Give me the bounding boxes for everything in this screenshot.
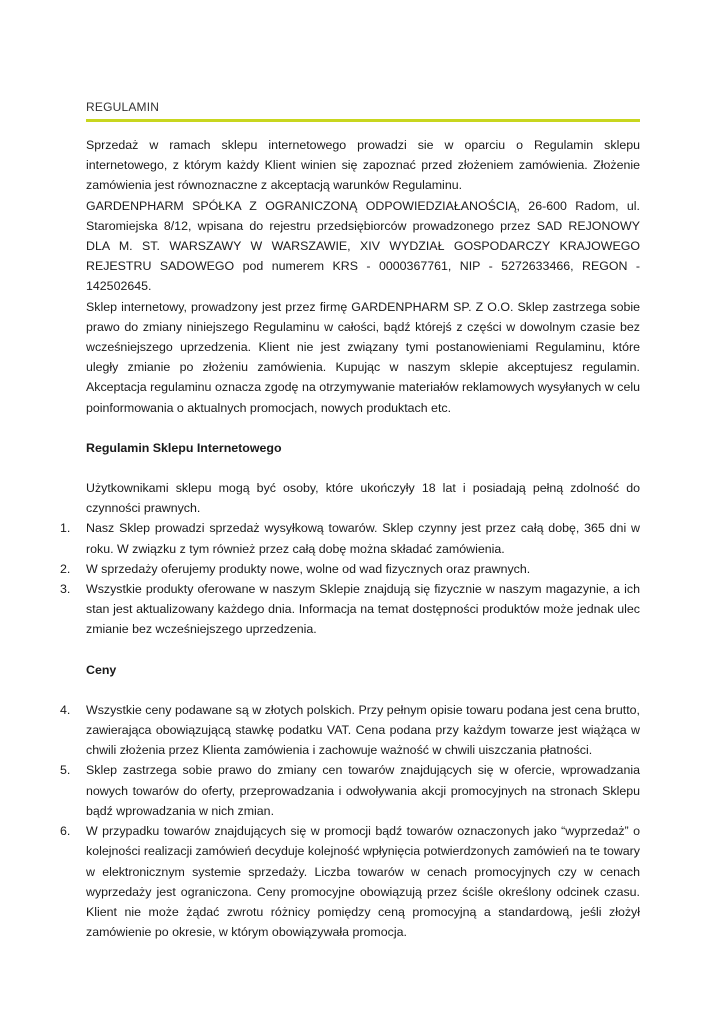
list-item <box>60 559 640 579</box>
list-item <box>60 579 640 640</box>
list-item-text: Wszystkie produkty oferowane w naszym Sklepie znajdują się fizycznie w naszym magazynie, a ich stan jest aktualizowany każdego dnia. Informacja na temat dostępności produktów może jednak ulec zmianie bez wcześniejszego uprzedzenia. <box>86 582 640 637</box>
list-item <box>60 821 640 942</box>
list-item-text: Wszystkie ceny podawane są w złotych polskich. Przy pełnym opisie towaru podana jest cena brutto, zawierająca obowiązującą stawkę podatku VAT. Cena podana przy każdym towarze jest wiążąca w chwili złożenia przez Klienta zamówienia i zachowuje ważność w chwili uiszczania płatności. <box>86 702 640 758</box>
terms-list-2 <box>60 700 640 942</box>
document-header-title: REGULAMIN <box>86 100 160 114</box>
section-heading-ceny: Ceny <box>86 662 117 677</box>
intro-paragraph-1: Sprzedaż w ramach sklepu internetowego prowadzi sie w oparciu o Regulamin sklepu internetowego, z którym każdy Klient winien się zapoznać przed złożeniem zamówienia. Złożenie zamówienia jest równoznaczne z akceptacją warunków Regulaminu. <box>86 138 640 193</box>
intro-paragraph-3: Sklep internetowy, prowadzony jest przez firmę GARDENPHARM SP. Z O.O. Sklep zastrzega sobie prawo do zmiany niniejszego Regulaminu w całości, bądź którejś z części w dowolnym czasie bez wcześniejszego uprzedzenia. Klient nie jest związany tymi postanowieniami Regulaminu, które uległy zmianie po złożeniu zamówienia. Kupując w naszym sklepie akceptujesz regulamin. Akceptacja regulaminu oznacza zgodę na otrzymywanie materiałów reklamowych wysyłanych w celu poinformowania o aktualnych promocjach, nowych produktach etc. <box>86 299 640 415</box>
section-lead-paragraph: Użytkownikami sklepu mogą być osoby, które ukończyły 18 lat i posiadają pełną zdolność do czynności prawnych. <box>86 481 640 516</box>
list-item <box>60 760 640 821</box>
list-item <box>60 700 640 761</box>
list-item-text: Sklep zastrzega sobie prawo do zmiany cen towarów znajdujących się w ofercie, wprowadzania nowych towarów do oferty, przeprowadzania i odwoływania akcji promocyjnych na stronach Sklepu bądź wprowadzania w nich zmian. <box>86 763 640 818</box>
list-item-number: 3. <box>60 582 71 597</box>
section-heading-regulamin: Regulamin Sklepu Internetowego <box>86 440 282 455</box>
list-item-number: 5. <box>60 763 71 778</box>
list-item-number: 1. <box>60 521 71 536</box>
list-item-number: 4. <box>60 702 71 717</box>
list-item <box>60 518 640 558</box>
document-body <box>60 135 640 942</box>
list-item-text: W przypadku towarów znajdujących się w promocji bądź towarów oznaczonych jako “wyprzedaż” o kolejności realizacji zamówień decyduje kolejność wpłynięcia potwierdzonych zamówień na te towary w elektronicznym systemie sprzedaży. Liczba towarów w cenach promocyjnych czy w cenach wyprzedaży jest ograniczona. Ceny promocyjne obowiązują przez ściśle określony odcinek czasu. Klient nie może żądać zwrotu różnicy pomiędzy ceną promocyjną a standardową, jeśli złożył zamówienie po okresie, w którym obowiązywała promocja. <box>86 824 640 940</box>
intro-paragraph-2: GARDENPHARM SPÓŁKA Z OGRANICZONĄ ODPOWIEDZIAŁANOŚCIĄ, 26-600 Radom, ul. Staromiejska 8/12, wpisana do rejestru przedsiębiorców prowadzonego przez SAD REJONOWY DLA M. ST. WARSZAWY W WARSZAWIE, XIV WYDZIAŁ GOSPODARCZY KRAJOWEGO REJESTRU SADOWEGO pod numerem KRS - 0000367761, NIP - 5272633466, REGON - 142502645. <box>86 198 640 294</box>
list-item-number: 2. <box>60 561 71 576</box>
list-item-text: W sprzedaży oferujemy produkty nowe, wolne od wad fizycznych oraz prawnych. <box>86 561 531 576</box>
header-divider <box>86 119 640 122</box>
terms-list-1 <box>60 518 640 639</box>
list-item-text: Nasz Sklep prowadzi sprzedaż wysyłkową towarów. Sklep czynny jest przez całą dobę, 365 dni w roku. W związku z tym również przez całą dobę można składać zamówienia. <box>86 521 640 556</box>
list-item-number: 6. <box>60 824 71 839</box>
